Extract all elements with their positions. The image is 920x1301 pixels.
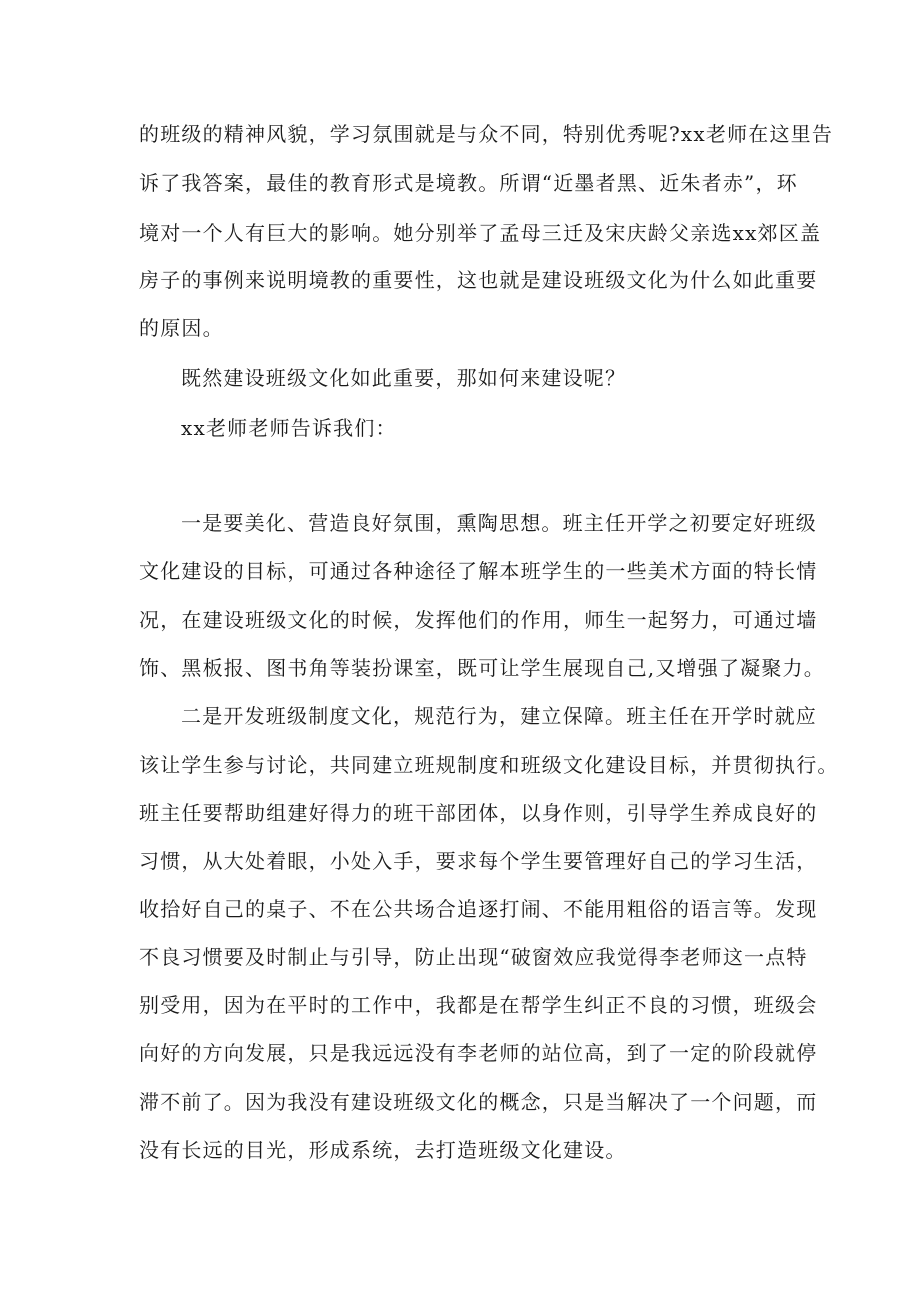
text-line: 不良习惯要及时制止与引导，防止出现“破窗效应我觉得李老师这一点特	[139, 945, 808, 969]
text-line: 收拾好自己的桌子、不在公共场合追逐打闹、不能用粗俗的语言等。发现	[139, 897, 818, 921]
text-line: 况，在建设班级文化的时候，发挥他们的作用，师生一起努力，可通过墙	[139, 608, 818, 632]
text-line: 房子的事例来说明境教的重要性，这也就是建设班级文化为什么如此重要	[139, 268, 818, 292]
text-line: 滞不前了。因为我没有建设班级文化的概念，只是当解决了一个问题，而	[139, 1090, 818, 1114]
text-line: xx老师老师告诉我们：	[181, 416, 397, 440]
text-line: 境对一个人有巨大的影响。她分别举了孟母三迁及宋庆龄父亲选xx郊区盖	[139, 221, 822, 245]
text-line: 饰、黑板报、图书角等装扮课室，既可让学生展现自己,又增强了凝聚力。	[139, 656, 825, 680]
text-line: 一是要美化、营造良好氛围，熏陶思想。班主任开学之初要定好班级	[181, 511, 817, 535]
text-line: 二是开发班级制度文化，规范行为，建立保障。班主任在开学时就应	[181, 704, 817, 728]
text-line: 的班级的精神风貌，学习氛围就是与众不同，特别优秀呢?xx老师在这里告	[139, 122, 834, 146]
text-line: 该让学生参与讨论，共同建立班规制度和班级文化建设目标，并贯彻执行。	[139, 753, 839, 777]
text-line: 没有长远的目光，形成系统，去打造班级文化建设。	[139, 1138, 627, 1162]
text-line: 既然建设班级文化如此重要，那如何来建设呢？	[181, 366, 627, 390]
text-line: 的原因。	[139, 316, 224, 340]
text-line: 别受用，因为在平时的工作中，我都是在帮学生纠正不良的习惯，班级会	[139, 993, 818, 1017]
text-line: 向好的方向发展，只是我远远没有李老师的站位高，到了一定的阶段就停	[139, 1041, 818, 1065]
text-line: 班主任要帮助组建好得力的班干部团体，以身作则，引导学生养成良好的	[139, 801, 818, 825]
text-line: 文化建设的目标，可通过各种途径了解本班学生的一些美术方面的特长情	[139, 559, 818, 583]
text-line: 习惯，从大处着眼，小处入手，要求每个学生要管理好自己的学习生活，	[139, 849, 818, 873]
text-line: 诉了我答案，最佳的教育形式是境教。所谓“近墨者黑、近朱者赤”，环	[139, 171, 798, 195]
